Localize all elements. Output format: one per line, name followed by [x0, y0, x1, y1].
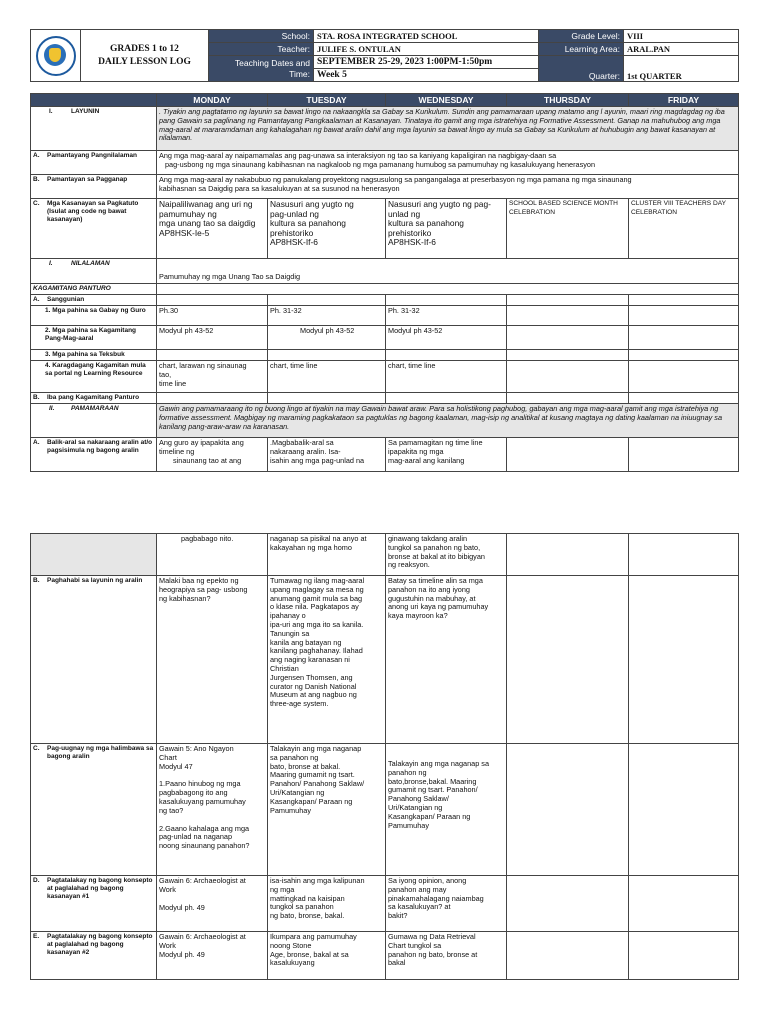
pagtatalakay-1-tue-line: ng mga — [270, 884, 295, 894]
pagtatalakay-1-wed-line: panahon ang may — [388, 884, 447, 894]
paghahabi-mon-line: heograpiya sa pag- usbong — [159, 584, 248, 594]
kasanayan-mon-line: pamumuhay ng — [159, 208, 217, 219]
pag-uugnay-tue-line: Talakayin ang mga naganap — [270, 744, 362, 753]
cont-tue-line: kakayahan ng mga homo — [270, 542, 352, 552]
empty-cell — [507, 932, 629, 980]
empty-cell — [629, 534, 739, 576]
pangnilalaman-line1: Ang mga mag-aaral ay naipamamalas ang pag-unawa sa interaksiyon ng tao sa kaniyang kapaligiran na nagbigay-daan sa — [159, 151, 557, 160]
deped-seal-icon — [36, 36, 76, 76]
pagtatalakay-1-mon-line: Modyul ph. 49 — [159, 902, 205, 912]
lesson-table-part2 — [30, 533, 739, 980]
pag-uugnay-tue-line: Panahon/ Panahong Saklaw/ — [270, 779, 365, 789]
kasanayan-mon-line: mga unang tao sa daigdig — [159, 218, 256, 229]
empty-cell — [629, 393, 739, 404]
pag-uugnay-wed-line: Kasangkapan/ Paraan ng — [388, 811, 471, 821]
teksbuk-label: 3. Mga pahina sa Teksbuk — [31, 350, 157, 361]
pangnilalaman-title: Pamantayang Pangnilalaman — [47, 152, 137, 159]
pag-uugnay-tue-line: sa panahon ng — [270, 752, 319, 762]
pagtatalakay-2-wed-line: Chart tungkol sa — [388, 940, 442, 950]
school-label: School: — [209, 30, 314, 43]
empty-cell — [629, 350, 739, 361]
empty-cell — [507, 744, 629, 876]
layunin-title: LAYUNIN — [71, 108, 100, 115]
empty-cell — [507, 438, 629, 472]
pagganap-line1: Ang mga mag-aaral ay nakabubuo ng panukalang proyektong nagsusulong sa pangangalaga at preserbasyon ng mga pamana ng mga sinaunang — [159, 175, 632, 184]
area-label: Learning Area: — [539, 43, 624, 56]
balik-aral-mon-line: sinaunang tao at ang — [173, 455, 242, 465]
paghahabi-tue-line: anumang gamit mula sa bag — [270, 593, 363, 603]
paghahabi-tue-line: Tumawag ng ilang mag-aaral — [270, 576, 365, 585]
pag-uugnay-mon-line: Chart — [159, 752, 177, 762]
balik-aral-wed-line: mag-aaral ang kanilang — [388, 455, 465, 465]
pag-uugnay-title: Pag-uugnay ng mga halimbawa sa bagong aralin — [47, 745, 154, 760]
kasanayan-friday: CLUSTER VIII TEACHERS DAY CELEBRATION — [629, 199, 739, 259]
teacher-value: JULIFE S. ONTULAN — [314, 43, 539, 56]
pag-uugnay-mon-line: 2.Gaano kahalaga ang mga — [159, 823, 250, 833]
lesson-table-part1 — [30, 93, 739, 472]
pagtatalakay-1-label: D. Pagtatalakay ng bagong konsepto at paglalahad ng bagong kasanayan #1 — [31, 876, 157, 932]
pagtatalakay-2-tuesday — [268, 932, 386, 980]
pagtatalakay-1-wed-line: pinakamahalagang naiambag — [388, 893, 484, 903]
layunin-num: I. — [49, 108, 53, 115]
pagtatalakay-2-wednesday — [386, 932, 507, 980]
pagganap-text — [157, 175, 739, 199]
day-header-wednesday: WEDNESDAY — [386, 94, 507, 107]
karagdagang-kagamitan-tuesday: chart, time line — [268, 361, 386, 393]
kasanayan-tuesday — [268, 199, 386, 259]
pagtatalakay-2-tue-line: kasalukuyang — [270, 958, 315, 968]
kasanayan-tue-line: prehistoriko — [270, 227, 314, 238]
balik-aral-tue-line: isahin ang mga pag-unlad na — [270, 455, 365, 465]
pagtatalakay-2-monday — [157, 932, 268, 980]
dates-label: Teaching Dates and Time: — [209, 56, 314, 82]
empty-cell — [629, 876, 739, 932]
cont-wed-line: tungkol sa panahon ng bato, — [388, 542, 481, 552]
header-table — [30, 29, 739, 82]
paghahabi-tue-line: kanila ang batayan ng — [270, 637, 342, 647]
kasanayan-wed-line: kultura sa panahong — [388, 218, 464, 229]
pagtatalakay-2-tue-line: Age, bronse, bakal at sa — [270, 949, 349, 959]
empty-cell — [507, 295, 629, 306]
paghahabi-tue-line: ipahanay o — [270, 611, 306, 621]
continuation-wednesday — [386, 534, 507, 576]
empty-cell — [386, 350, 507, 361]
pag-uugnay-tue-line: Maaring gumamit ng tsart. — [270, 770, 355, 780]
balik-aral-tuesday — [268, 438, 386, 472]
quarter-label: Quarter: — [539, 56, 624, 82]
paghahabi-title: Paghahabi sa layunin ng aralin — [47, 577, 143, 584]
balik-aral-mon-line: Ang guro ay ipapakita ang — [159, 438, 244, 447]
area-value: ARAL.PAN — [624, 43, 739, 56]
pangnilalaman-text — [157, 151, 739, 175]
pagtatalakay-2-wed-line: panahon ng bato, bronse at — [388, 949, 478, 959]
pag-uugnay-monday — [157, 744, 268, 876]
paghahabi-tue-line: o klase nila. Pagkatapos ay — [270, 602, 359, 612]
pag-uugnay-wed-line: Panahong Saklaw/ — [388, 794, 449, 804]
continuation-tuesday — [268, 534, 386, 576]
pag-uugnay-tuesday — [268, 744, 386, 876]
paghahabi-wednesday — [386, 576, 507, 744]
kasanayan-tue-code: AP8HSK-If-6 — [270, 237, 318, 248]
day-header-thursday: THURSDAY — [507, 94, 629, 107]
empty-cell — [157, 393, 268, 404]
pagtatalakay-2-wed-line: bakal — [388, 958, 406, 968]
kagamitan-mon-line: chart, larawan ng sinaunag — [159, 361, 247, 370]
gabay-guro-tuesday: Ph. 31-32 — [268, 306, 386, 326]
kagamitang-panturo-label: KAGAMITANG PANTURO — [31, 284, 157, 295]
karagdagang-kagamitan-monday — [157, 361, 268, 393]
pag-uugnay-mon-line: pag-unlad na naganap — [159, 832, 233, 842]
gabay-guro-monday: Ph.30 — [157, 306, 268, 326]
balik-aral-label: A. Balik-aral sa nakaraang aralin at/o pagsisimula ng bagong aralin — [31, 438, 157, 472]
pag-uugnay-wed-line: panahon ng — [388, 767, 427, 777]
pag-uugnay-wed-line: Uri/Katangian ng — [388, 802, 443, 812]
kasanayan-tue-line: pag-unlad ng — [270, 208, 319, 219]
paghahabi-tue-line: ang naging karanasan ni — [270, 655, 350, 665]
teacher-label: Teacher: — [209, 43, 314, 56]
cont-wed-line: bronse at bakal at ito bibigyan — [388, 551, 485, 561]
pag-uugnay-mon-line: kasalukuyang pamumuhay — [159, 796, 246, 806]
lesson-log-title — [81, 30, 209, 82]
empty-cell — [507, 326, 629, 350]
balik-aral-mon-line: timeline ng — [159, 446, 195, 456]
pagtatalakay-1-tuesday — [268, 876, 386, 932]
pagtatalakay-1-wed-line: sa kasalukuyan? at — [388, 902, 451, 912]
nilalaman-text: Pamumuhay ng mga Unang Tao sa Daigdig — [157, 259, 739, 284]
pagtatalakay-1-wed-line: bakit? — [388, 911, 408, 921]
empty-cell — [629, 438, 739, 472]
day-header-tuesday: TUESDAY — [268, 94, 386, 107]
empty-cell — [507, 534, 629, 576]
pagtatalakay-2-tue-line: Ikumpara ang pamumuhay — [270, 932, 357, 941]
pagtatalakay-1-mon-line: Work — [159, 884, 176, 894]
paghahabi-tue-line: curator ng Danish National — [270, 681, 357, 691]
nilalaman-label — [31, 259, 157, 284]
sanggunian-label: A. Sanggunian — [31, 295, 157, 306]
pagtatalakay-2-mon-line: Work — [159, 940, 176, 950]
empty-cell — [386, 393, 507, 404]
pag-uugnay-mon-line: Modyul 47 — [159, 761, 193, 771]
empty-cell — [507, 361, 629, 393]
dates-value: SEPTEMBER 25-29, 2023 1:00PM-1:50pm — [314, 56, 539, 69]
pagtatalakay-1-tue-line: ng bato, bronse, bakal. — [270, 911, 345, 921]
title-line1: GRADES 1 to 12 — [110, 43, 179, 54]
pag-uugnay-label: C. Pag-uugnay ng mga halimbawa sa bagong aralin — [31, 744, 157, 876]
kasanayan-title: Mga Kasanayan sa Pagkatuto (Isulat ang code ng bawat kasanayan) — [47, 200, 139, 223]
empty-cell — [268, 350, 386, 361]
pag-uugnay-mon-line: ng tao? — [159, 805, 184, 815]
empty-cell — [157, 295, 268, 306]
paghahabi-tue-line: ipa-uri ang mga ito sa kanila. — [270, 619, 364, 629]
pag-uugnay-mon-line: Gawain 5: Ano Ngayon — [159, 744, 234, 753]
title-line2: DAILY LESSON LOG — [98, 56, 191, 67]
paghahabi-tue-line: Tanungin sa — [270, 628, 310, 638]
empty-cell — [268, 393, 386, 404]
empty-cell — [386, 295, 507, 306]
kasanayan-wed-line: unlad ng — [388, 208, 421, 219]
pagtatalakay-2-mon-line: Gawain 6: Archaeologist at — [159, 932, 246, 941]
balik-aral-tue-line: .Magbabalik-aral sa — [270, 438, 334, 447]
quarter-value: 1st QUARTER — [624, 56, 739, 82]
day-header-monday: MONDAY — [157, 94, 268, 107]
empty-cell — [629, 326, 739, 350]
empty-cell — [629, 361, 739, 393]
karagdagang-kagamitan-wednesday: chart, time line — [386, 361, 507, 393]
pamamaraan-num: II. — [49, 405, 55, 412]
pagtatalakay-2-mon-line: Modyul ph. 49 — [159, 949, 205, 959]
kasanayan-tue-line: kultura sa panahong — [270, 218, 346, 229]
pamantayan-pagganap-label: B. Pamantayan sa Pagganap — [31, 175, 157, 199]
pagtatalakay-1-wednesday — [386, 876, 507, 932]
kasanayan-wednesday — [386, 199, 507, 259]
karagdagang-kagamitan-label: 4. Karagdagang Kagamitan mula sa portal ng Learning Resource — [31, 361, 157, 393]
paghahabi-tue-line: three-age system. — [270, 699, 329, 709]
empty-cell — [507, 350, 629, 361]
empty-cell — [629, 576, 739, 744]
paghahabi-label: B. Paghahabi sa layunin ng aralin — [31, 576, 157, 744]
paghahabi-tue-line: Jurgensen Thomsen, ang — [270, 672, 353, 682]
pagganap-line2: kabihasnan sa Daigdig para sa kasalukuyan at sa susunod na henerasyon — [159, 183, 400, 193]
sanggunian-title: Sanggunian — [47, 296, 85, 303]
pagtatalakay-2-label: E. Pagtatalakay ng bagong konsepto at paglalahad ng bagong kasanayan #2 — [31, 932, 157, 980]
cont-tue-line: naganap sa pisikal na anyo at — [270, 534, 367, 543]
kasanayan-mon-line: Naipaliliwanag ang uri ng — [159, 199, 253, 209]
gabay-guro-label: 1. Mga pahina sa Gabay ng Guro — [31, 306, 157, 326]
kagamitang-mag-aaral-tuesday: Modyul ph 43-52 — [268, 326, 386, 350]
paghahabi-wed-line: kaya mayroon ka? — [388, 611, 448, 621]
empty-cell — [507, 576, 629, 744]
pag-uugnay-tue-line: bato, bronse at bakal. — [270, 761, 341, 771]
iba-pang-kagamitan-title: Iba pang Kagamitang Panturo — [47, 394, 140, 401]
corner-header-cell — [31, 94, 157, 107]
kagamitang-mag-aaral-wednesday: Modyul ph 43-52 — [386, 326, 507, 350]
pagtatalakay-1-tue-line: tungkol sa panahon — [270, 902, 334, 912]
pagtatalakay-1-wed-line: Sa iyong opinion, anong — [388, 876, 467, 885]
pag-uugnay-mon-line: noong sinaunang panahon? — [159, 841, 250, 851]
pamamaraan-label — [31, 404, 157, 438]
paghahabi-wed-line: Batay sa timeline alin sa mga — [388, 576, 483, 585]
paghahabi-tue-line: Christian — [270, 663, 299, 673]
kasanayan-thursday: SCHOOL BASED SCIENCE MONTH CELEBRATION — [507, 199, 629, 259]
grade-label: Grade Level: — [539, 30, 624, 43]
paghahabi-tuesday — [268, 576, 386, 744]
pag-uugnay-wed-line: bato,bronse,bakal. Maaring — [388, 776, 477, 786]
paghahabi-mon-line: Malaki baa ng epekto ng — [159, 576, 239, 585]
continuation-monday: pagbabago nito. — [157, 534, 268, 576]
paghahabi-tue-line: Museum at ang nagbuo ng — [270, 690, 357, 700]
pamamaraan-title: PAMAMARAAN — [71, 405, 119, 412]
pag-uugnay-mon-line: pagbabagong ito ang — [159, 788, 228, 798]
balik-aral-monday — [157, 438, 268, 472]
balik-aral-tue-line: nakaraang aralin. Isa- — [270, 446, 341, 456]
kasanayan-wed-line: Nasusuri ang yugto ng pag- — [388, 199, 491, 209]
pagtatalakay-2-title: Pagtatalakay ng bagong konsepto at paglalahad ng bagong kasanayan #2 — [47, 933, 153, 956]
nilalaman-num: I. — [49, 260, 53, 267]
kagamitang-mag-aaral-monday: Modyul ph 43-52 — [157, 326, 268, 350]
layunin-text: . Tiyakin ang pagtatamo ng layunin sa bawat lingo na nakaangkla sa Gabay sa Kurikulum. Sundin ang pamamaraan upang matamo ang l ayunin, maari ring magdagdag ng iba pang Gawain sa paglinang ng Pamantayang Pangkaalaman at Kasanayan. Tinataya ito gamit ang mga istratehiya ng Formative Assessment. Ganap na mahuhubog ang mga mag-aaral at mararamdaman ang kahalagahan ng bawat aralin dahil ang mga layunin sa bawat lingo ay mula sa Gabay sa Kurikulum at huhubugin ang bawat kasanayan at nilalaman. — [157, 107, 739, 151]
balik-aral-title: Balik-aral sa nakaraang aralin at/o pagsisimula ng bagong aralin — [47, 439, 153, 454]
pag-uugnay-wed-line: gumamit ng tsart. Panahon/ — [388, 785, 478, 795]
pag-uugnay-wednesday — [386, 744, 507, 876]
nilalaman-title: NILALAMAN — [71, 260, 110, 267]
pag-uugnay-mon-line: 1.Paano hinubog ng mga — [159, 779, 241, 789]
kasanayan-tue-line: Nasusuri ang yugto ng — [270, 199, 354, 209]
empty-cell — [157, 350, 268, 361]
pamantayang-pangnilalaman-label: A. Pamantayang Pangnilalaman — [31, 151, 157, 175]
kagamitang-panturo-empty — [157, 284, 739, 295]
kagamitan-mon-line: time line — [159, 378, 187, 388]
pamamaraan-text: Gawin ang pamamaraang ito ng buong lingo at tiyakin na may Gawain bawat araw. Para sa holistikong paghubog, gabayan ang mga mag-aaral gamit ang mga istratehiya ng formative assessment. Magbigay ng maraming pagkakataon sa pagtuklas ng bagong kaalaman, mag-isip ng analitikal at kusang magtaya ng dating kaalaman na iniuugnay sa kanilang pang-araw-araw na karanasan. — [157, 404, 739, 438]
pagganap-title: Pamantayan sa Pagganap — [47, 176, 128, 183]
empty-cell — [507, 306, 629, 326]
paghahabi-monday — [157, 576, 268, 744]
week-value: Week 5 — [314, 69, 539, 82]
empty-cell — [507, 393, 629, 404]
pagtatalakay-1-tue-line: isa-isahin ang mga kalipunan — [270, 876, 365, 885]
layunin-label — [31, 107, 157, 151]
pagtatalakay-1-monday — [157, 876, 268, 932]
grade-value: VIII — [624, 30, 739, 43]
balik-aral-wed-line: ipapakita ng mga — [388, 446, 444, 456]
balik-aral-wednesday — [386, 438, 507, 472]
cont-wed-line: ng reaksyon. — [388, 560, 430, 570]
deped-seal-cell — [31, 30, 81, 82]
day-header-friday: FRIDAY — [629, 94, 739, 107]
empty-cell — [629, 295, 739, 306]
empty-cell — [629, 932, 739, 980]
pag-uugnay-tue-line: Pamumuhay — [270, 805, 311, 815]
school-value: STA. ROSA INTEGRATED SCHOOL — [314, 30, 539, 43]
cont-wed-line: ginawang takdang aralin — [388, 534, 468, 543]
pag-uugnay-wed-line: Talakayin ang mga naganap sa — [388, 759, 490, 768]
pag-uugnay-tue-line: Kasangkapan/ Paraan ng — [270, 796, 353, 806]
empty-cell — [629, 306, 739, 326]
paghahabi-wed-line: anong uri kaya ng pamumuhay — [388, 602, 489, 612]
iba-pang-kagamitan-label: B. Iba pang Kagamitang Panturo — [31, 393, 157, 404]
pagtatalakay-1-mon-line: Gawain 6: Archaeologist at — [159, 876, 246, 885]
empty-cell — [507, 876, 629, 932]
kasanayan-wed-code: AP8HSK-If-6 — [388, 237, 436, 248]
empty-cell — [268, 295, 386, 306]
kagamitang-mag-aaral-label: 2. Mga pahina sa Kagamitang Pang-Mag-aaral — [31, 326, 157, 350]
kasanayan-wed-line: prehistoriko — [388, 227, 432, 238]
pag-uugnay-wed-line: Pamumuhay — [388, 820, 429, 830]
kasanayan-label: C. Mga Kasanayan sa Pagkatuto (Isulat ang code ng bawat kasanayan) — [31, 199, 157, 259]
balik-aral-wed-line: Sa pamamagitan ng time line — [388, 438, 483, 447]
paghahabi-tue-line: upang maglagay sa mesa ng — [270, 584, 364, 594]
gabay-guro-wednesday: Ph. 31-32 — [386, 306, 507, 326]
pangnilalaman-line2: pag-usbong ng mga sinaunang kabihasnan na nagkaloob ng mga pamanang humubog sa pamumuhay ng kasalukuyang henerasyon — [165, 159, 596, 169]
continuation-label-cell — [31, 534, 157, 576]
pagtatalakay-1-tue-line: mattingkad na kaisipan — [270, 893, 345, 903]
paghahabi-wed-line: panahon na ito ang iyong — [388, 584, 470, 594]
pag-uugnay-tue-line: Uri/Katangian ng — [270, 787, 325, 797]
pagtatalakay-2-tue-line: noong Stone — [270, 940, 312, 950]
kagamitan-mon-line: tao, — [159, 369, 172, 379]
kasanayan-monday — [157, 199, 268, 259]
paghahabi-wed-line: gugustuhin na mabuhay, at — [388, 593, 476, 603]
pagtatalakay-1-title: Pagtatalakay ng bagong konsepto at paglalahad ng bagong kasanayan #1 — [47, 877, 153, 900]
kasanayan-mon-code: AP8HSK-Ie-5 — [159, 227, 210, 238]
paghahabi-tue-line: kanilang paghahanay. Ilahad — [270, 646, 363, 656]
pagtatalakay-2-wed-line: Gumawa ng Data Retrieval — [388, 932, 476, 941]
paghahabi-mon-line: ng kabihasnan? — [159, 593, 211, 603]
empty-cell — [629, 744, 739, 876]
